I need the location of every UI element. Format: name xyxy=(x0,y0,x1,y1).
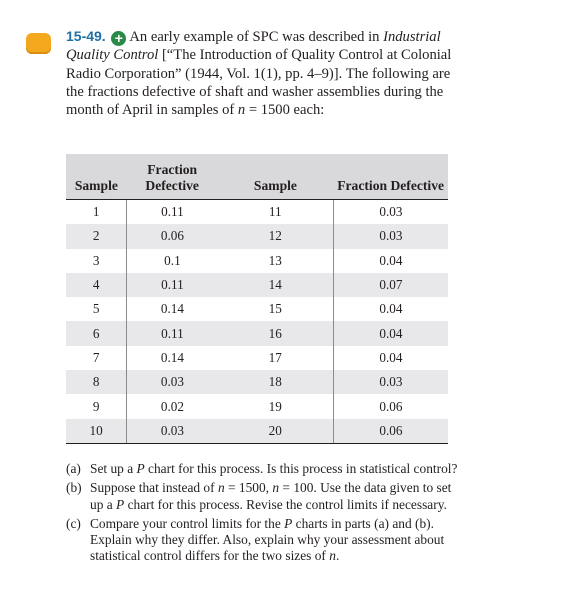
fraction-cell: 0.06 xyxy=(333,419,448,444)
fraction-defective-table xyxy=(66,154,448,444)
sample-cell: 4 xyxy=(66,273,127,297)
header-fraction-1: Fraction Defective xyxy=(127,154,218,200)
n-value: = 1500 each: xyxy=(245,102,325,119)
sample-cell: 17 xyxy=(218,346,334,370)
table-row xyxy=(66,249,448,273)
questions-list xyxy=(66,461,458,568)
sample-cell: 14 xyxy=(218,273,334,297)
fraction-cell: 0.04 xyxy=(379,325,403,341)
fraction-cell: 0.06 xyxy=(379,398,403,414)
fraction-cell: 0.14 xyxy=(160,301,184,317)
sample-cell: 6 xyxy=(66,321,127,345)
table-row xyxy=(66,224,448,248)
sample-cell: 8 xyxy=(66,370,127,394)
question-label: (a) xyxy=(66,461,81,476)
table-row xyxy=(66,273,448,297)
question-b xyxy=(66,480,458,513)
table-row xyxy=(66,394,448,418)
header-sample-2: Sample xyxy=(218,154,334,200)
sample-cell: 9 xyxy=(66,394,127,418)
fraction-cell: 0.11 xyxy=(161,325,184,341)
fraction-cell: 0.03 xyxy=(160,374,184,390)
question-text: Set up a P chart for this process. Is this process in statistical control? xyxy=(90,461,458,476)
sample-cell: 5 xyxy=(66,297,127,321)
source-title: Industrial Quality Control xyxy=(66,29,441,64)
intro-before: An early example of SPC was described in xyxy=(129,29,384,45)
sample-cell: 18 xyxy=(218,370,334,394)
fraction-cell: 0.07 xyxy=(379,277,403,293)
table-row xyxy=(66,419,448,444)
sample-cell: 15 xyxy=(218,297,334,321)
fraction-cell: 0.03 xyxy=(379,204,403,220)
table-body xyxy=(66,200,448,444)
sample-cell: 19 xyxy=(218,394,334,418)
problem-intro xyxy=(66,27,458,119)
table-header-row xyxy=(66,154,448,200)
question-text: Compare your control limits for the P charts in parts (a) and (b). Explain why they differ. Also, explain why your assessment about statistical control differs for the two sizes of n. xyxy=(90,515,445,564)
header-sample-1: Sample xyxy=(66,154,127,200)
sample-cell: 1 xyxy=(66,200,127,225)
fraction-cell: 0.06 xyxy=(160,228,184,244)
fraction-cell: 0.03 xyxy=(379,374,403,390)
fraction-cell: 0.11 xyxy=(161,204,184,220)
fraction-cell: 0.03 xyxy=(127,419,218,444)
question-c xyxy=(66,516,458,565)
fraction-cell: 0.11 xyxy=(161,277,184,293)
table-row xyxy=(66,200,448,225)
sample-cell: 12 xyxy=(218,224,334,248)
question-label: (c) xyxy=(66,515,81,531)
fraction-cell: 0.14 xyxy=(160,349,184,365)
intro-after: [“The Introduction of Quality Control at Colonial Radio Corporation” (1944, Vol. 1(1), pp. 4–9)]. The following are the fractions defective of shaft and washer assemblies during the month of April in samples of xyxy=(66,47,452,119)
problem-statement xyxy=(66,27,458,119)
sample-cell: 13 xyxy=(218,249,334,273)
sample-cell: 3 xyxy=(66,249,127,273)
sample-cell: 10 xyxy=(66,419,127,444)
fraction-cell: 0.03 xyxy=(379,228,403,244)
problem-number: 15-49. xyxy=(66,28,106,44)
fraction-cell: 0.04 xyxy=(379,349,403,365)
sample-cell: 7 xyxy=(66,346,127,370)
fraction-cell: 0.1 xyxy=(164,252,181,268)
fraction-cell: 0.02 xyxy=(160,398,184,414)
header-fraction-2: Fraction Defective xyxy=(333,154,448,200)
sample-cell: 2 xyxy=(66,224,127,248)
table-row xyxy=(66,297,448,321)
table-row xyxy=(66,370,448,394)
plus-icon: + xyxy=(111,31,126,46)
fraction-cell: 0.04 xyxy=(379,301,403,317)
question-text: Suppose that instead of n = 1500, n = 100. Use the data given to set up a P chart for this process. Revise the control limits if necessary. xyxy=(90,480,452,512)
sample-cell: 16 xyxy=(218,321,334,345)
table-row xyxy=(66,321,448,345)
question-label: (b) xyxy=(66,480,82,496)
n-symbol: n xyxy=(237,102,246,119)
fraction-cell: 0.04 xyxy=(379,252,403,268)
question-a xyxy=(66,461,458,477)
table-row xyxy=(66,346,448,370)
note-badge-icon xyxy=(26,33,51,54)
sample-cell: 20 xyxy=(218,419,334,444)
sample-cell: 11 xyxy=(218,200,334,225)
